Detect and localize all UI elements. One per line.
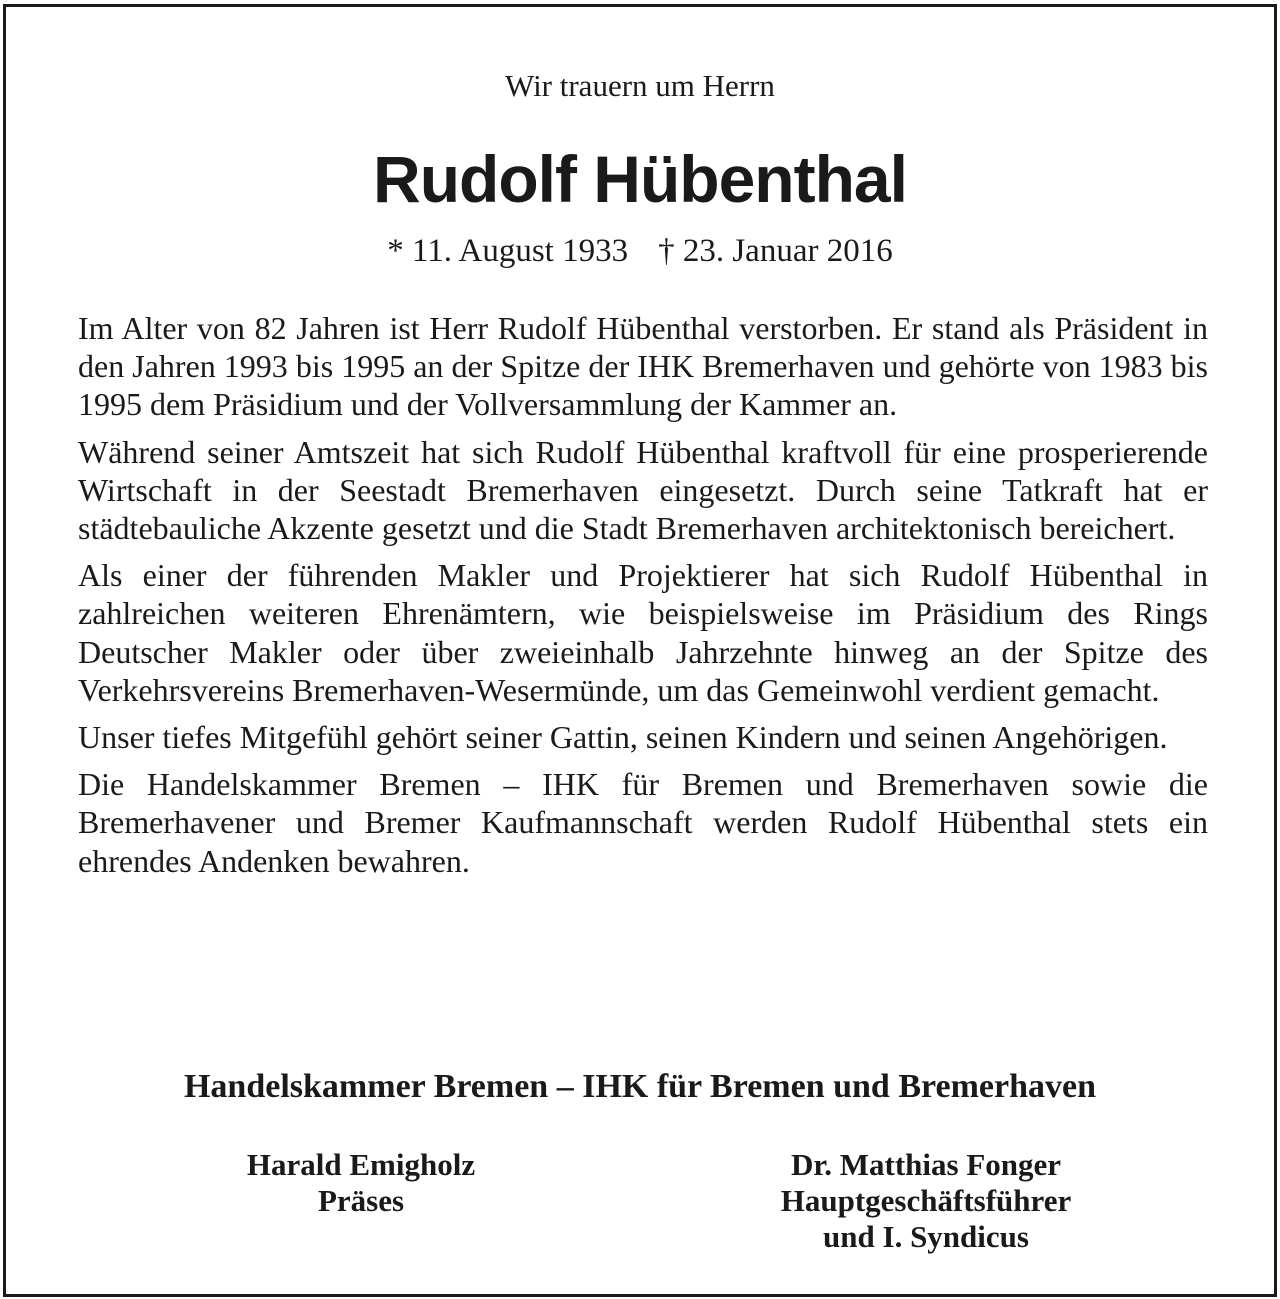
death-date: † 23. Januar 2016 xyxy=(658,233,893,269)
signer-name: Harald Emigholz xyxy=(246,1147,476,1182)
signer-title: Hauptgeschäftsführer xyxy=(780,1183,1072,1218)
signer-president xyxy=(146,1147,576,1219)
signer-name: Dr. Matthias Fonger xyxy=(790,1147,1062,1182)
paragraph: Im Alter von 82 Jahren ist Herr Rudolf Hübenthal verstorben. Er stand als Präsident in den Jahren 1993 bis 1995 an der Spitze der IHK Bremerhaven und gehörte von 1983 bis 1995 dem Präsidium und der Vollversammlung der Kammer an. xyxy=(78,310,1208,423)
life-dates xyxy=(6,229,1274,273)
organization-name: Handelskammer Bremen – IHK für Bremen und Bremerhaven xyxy=(183,1068,1096,1105)
paragraph: Während seiner Amtszeit hat sich Rudolf Hübenthal kraftvoll für eine prosperierende Wirtschaft in der Seestadt Bremerhaven eingesetzt. Durch seine Tatkraft hat er städtebauliche Akzente gesetzt und die Stadt Bremerhaven architektonisch bereichert. xyxy=(78,433,1208,547)
notice-body xyxy=(78,309,1208,889)
birth-date: * 11. August 1933 xyxy=(387,233,629,269)
signer-managing-director xyxy=(706,1147,1146,1255)
paragraph: Unser tiefes Mitgefühl gehört seiner Gattin, seinen Kindern und seinen Angehörigen. xyxy=(78,719,1168,756)
signer-title: Präses xyxy=(317,1183,405,1218)
deceased-name: Rudolf Hübenthal xyxy=(373,142,907,216)
paragraph: Die Handelskammer Bremen – IHK für Bremen und Bremerhaven sowie die Bremerhavener und Bremer Kaufmannschaft werden Rudolf Hübenthal stets ein ehrendes Andenken bewahren. xyxy=(78,766,1208,879)
intro-line: Wir trauern um Herrn xyxy=(505,68,775,103)
paragraph: Als einer der führenden Makler und Projektierer hat sich Rudolf Hübenthal in zahlreichen weiteren Ehrenämtern, wie beispielsweise im Präsidium des Rings Deutscher Makler oder über zweieinhalb Jahrzehnte hinweg an der Spitze des Verkehrsvereins Bremerhaven-Wesermünde, um das Gemeinwohl verdient gemacht. xyxy=(78,557,1208,708)
obituary-notice xyxy=(3,4,1277,1297)
signer-title: und I. Syndicus xyxy=(823,1219,1029,1254)
